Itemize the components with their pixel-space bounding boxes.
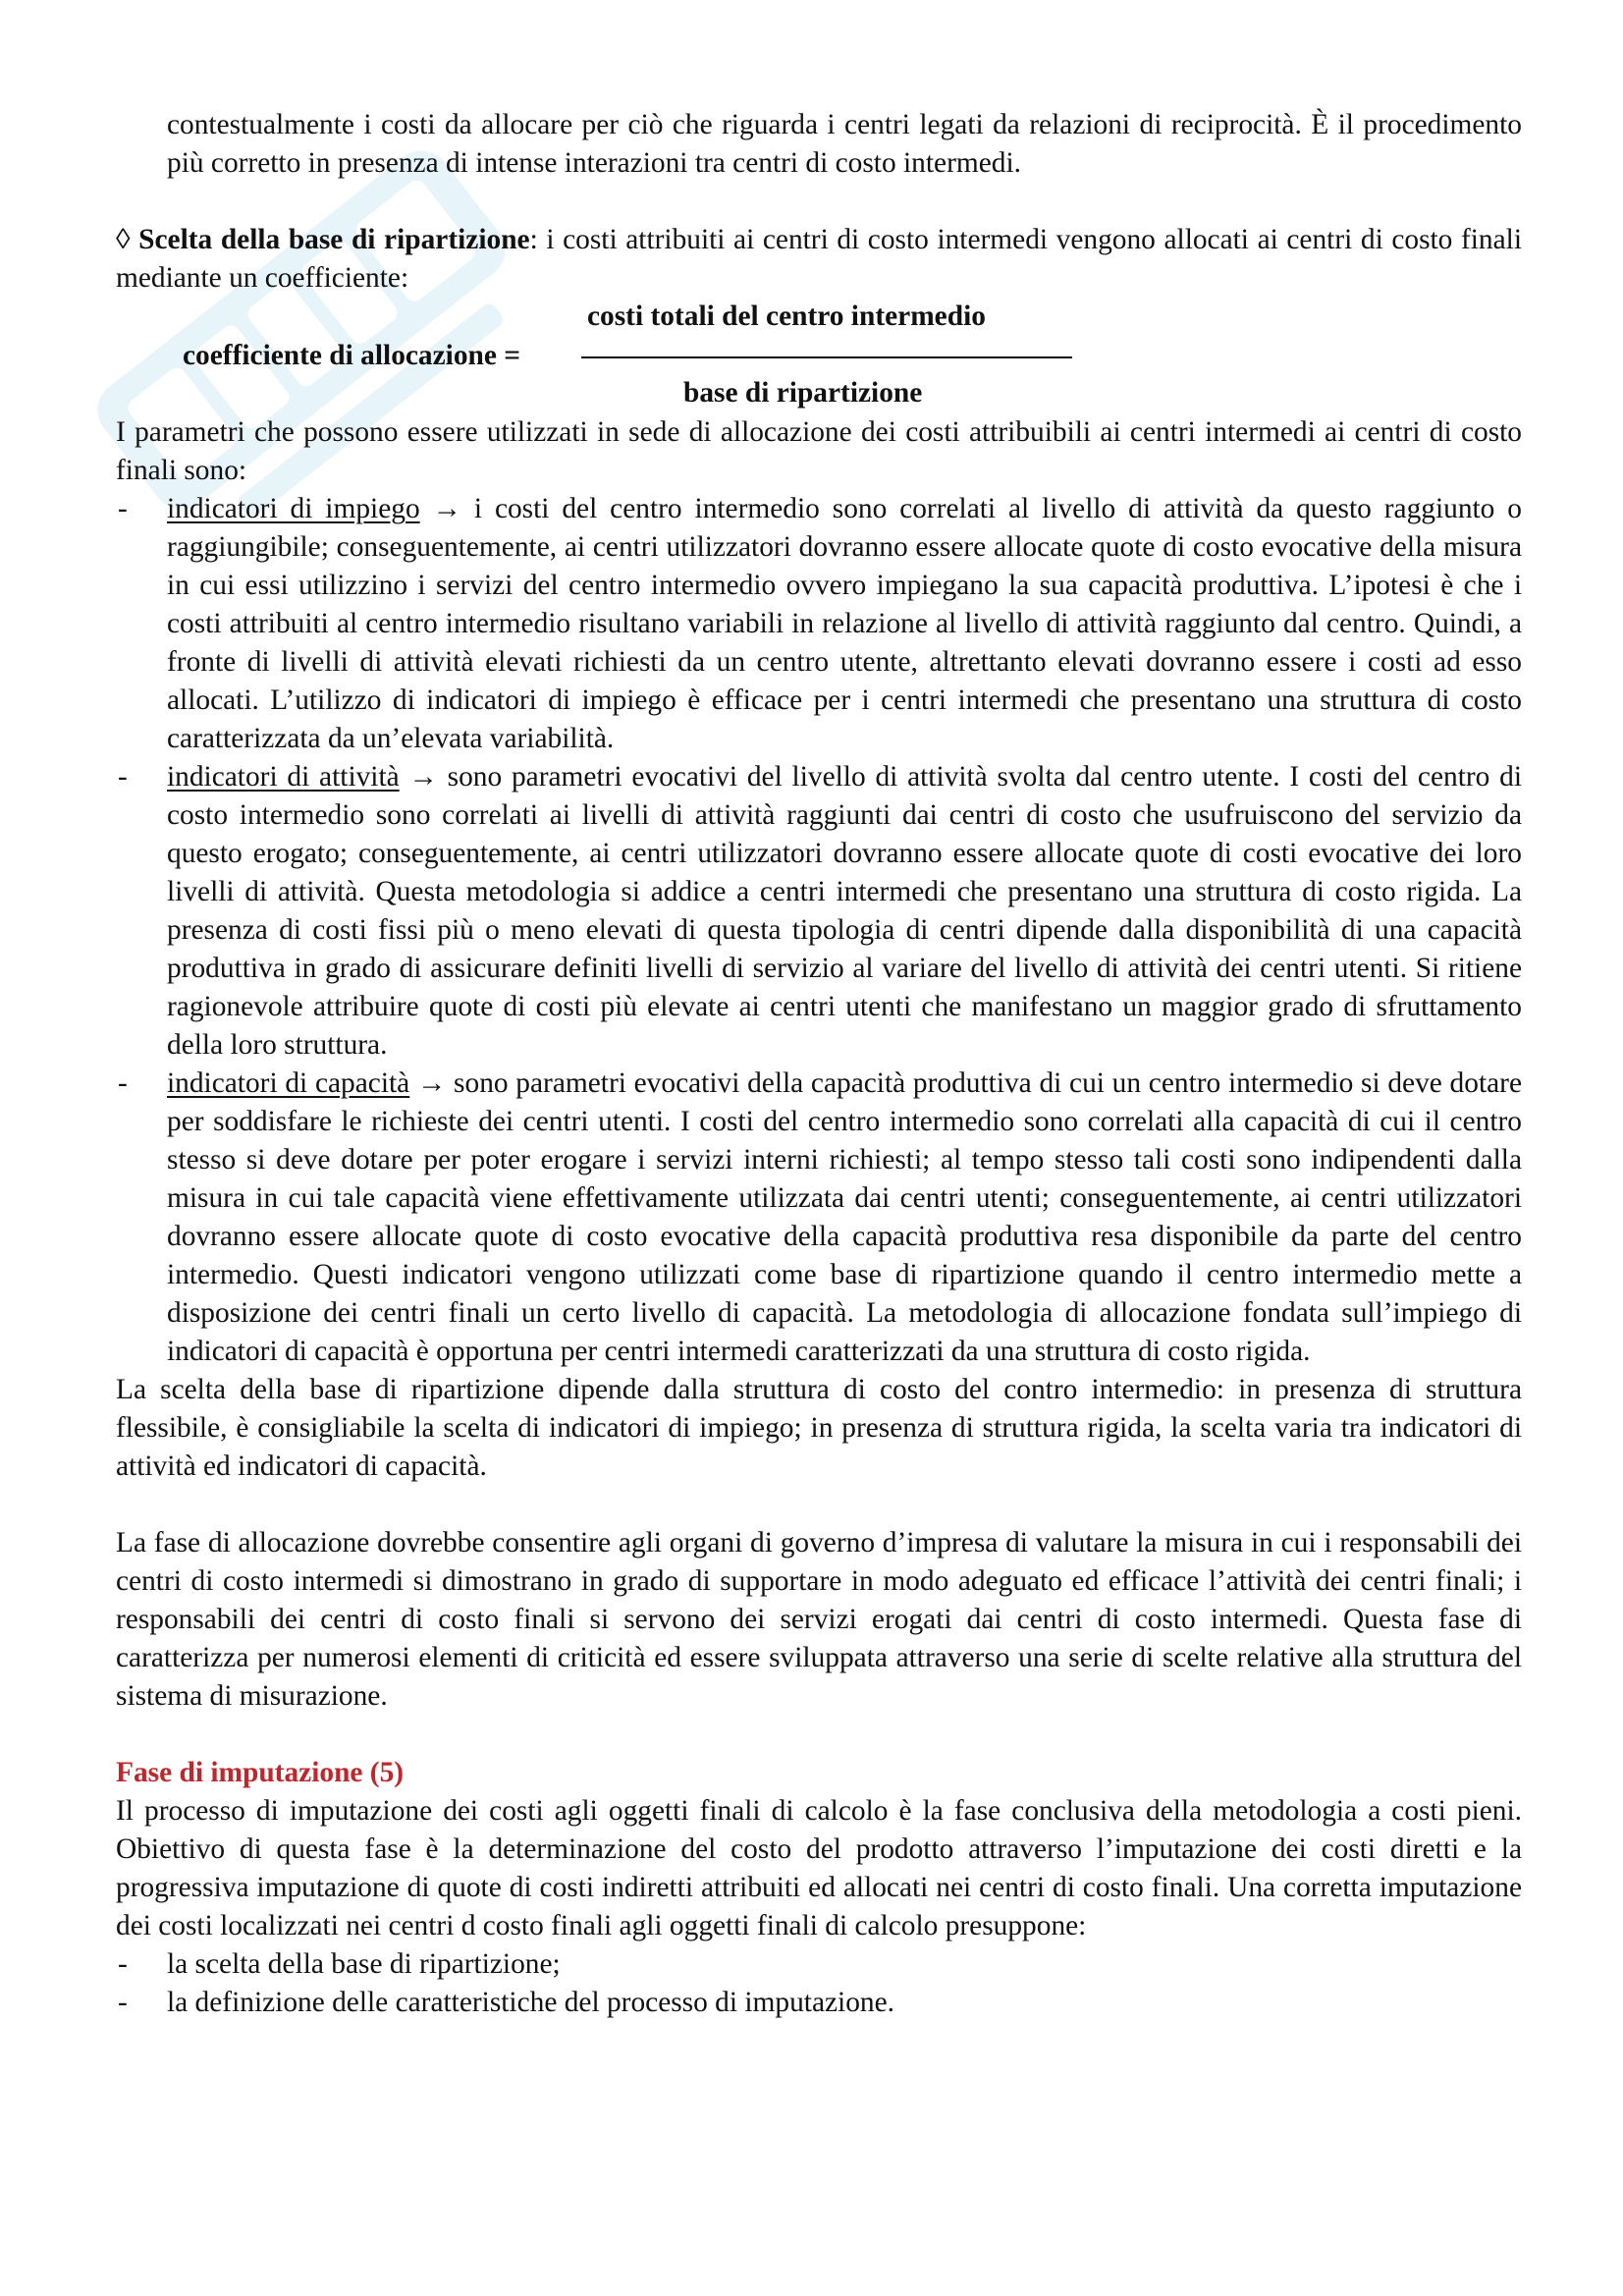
formula-label: coefficiente di allocazione = xyxy=(183,340,521,371)
indicator-text: sono parametri evocativi del livello di attività svolta dal centro utente. I costi del centro di costo intermedio sono correlati ai livelli di attività raggiunti dai centri di costo che usufruiscono del servizio da questo erogato; conseguentemente, ai centri utilizzatori dovranno essere allocate quote di costi evocative dei loro livelli di attività. Questa metodologia si addice a centri intermedi che presentano una struttura di costo rigida. La presenza di costi fissi più o meno elevati di questa tipologia di centri dipende dalla disponibilità di una capacità produttiva in grado di assicurare definiti livelli di servizio al variare del livello di attività dei centri utenti. Si ritiene ragionevole attribuire quote di costi più elevate ai centri utenti che manifestano un maggior grado di sfruttamento della loro struttura. xyxy=(167,761,1522,1061)
indicators-list xyxy=(116,490,1522,1371)
list-dash: - xyxy=(118,761,128,793)
base-choice-title: Scelta della base di ripartizione xyxy=(138,224,530,255)
document-page xyxy=(116,106,1522,2022)
list-dash: - xyxy=(118,493,128,524)
imputation-paragraph: Il processo di imputazione dei costi agli oggetti finali di calcolo è la fase conclusiva della metodologia a costi pieni. Obiettivo di questa fase è la determinazione del costo del prodotto attraverso l’imputazione dei costi diretti e la progressiva imputazione di quote di costi indiretti attribuiti ed allocati nei centri di costo finali. Una corretta imputazione dei costi localizzati nei centri d costo finali agli oggetti finali di calcolo presuppone: xyxy=(116,1795,1522,1941)
indicator-text: i costi del centro intermedio sono correlati al livello di attività da questo raggiunto o raggiungibile; conseguentemente, ai centri utilizzatori dovranno essere allocate quote di costo evocative della misura in cui essi utilizzino i servizi del centro intermedio ovvero impiegano la sua capacità produttiva. L’ipotesi è che i costi attribuiti al centro intermedio risultano variabili in relazione al livello di attività raggiunto dal centro. Quindi, a fronte di livelli di attività elevati richiesti da un centro utente, altrettanto elevati dovranno essere i costi ad esso allocati. L’utilizzo di indicatori di impiego è efficace per i centri intermedi che presentano una struttura di costo caratterizzata da un’elevata variabilità. xyxy=(167,493,1522,754)
list-dash: - xyxy=(118,1948,128,1980)
indicator-term: indicatori di attività xyxy=(167,761,400,793)
base-choice-paragraph xyxy=(116,221,1522,298)
list-item-indicatori-capacita xyxy=(116,1065,1522,1371)
allocation-coefficient-formula xyxy=(116,298,1522,413)
allocation-paragraph: La fase di allocazione dovrebbe consentire agli organi di governo d’impresa di valutare la misura in cui i responsabili dei centri di costo intermedi si dimostrano in grado di supportare in modo adeguato ed efficace l’attività dei centri finali; i responsabili dei centri di costo finali si servono dei servizi erogati dai centri di costo intermedi. Questa fase di caratterizza per numerosi elementi di criticità ed essere sviluppata attraverso una serie di scelte relative alla struttura del sistema di misurazione. xyxy=(116,1527,1522,1712)
list-item-text: la scelta della base di ripartizione; xyxy=(167,1948,561,1980)
list-item-text: la definizione delle caratteristiche del processo di imputazione. xyxy=(167,1987,894,2018)
fraction-bar xyxy=(581,356,1072,358)
base-choice-text: : i costi attribuiti ai centri di costo intermedi vengono allocati ai centri di costo finali mediante un coefficiente: xyxy=(116,224,1522,294)
indicator-term: indicatori di capacità xyxy=(167,1067,410,1099)
formula-numerator: costi totali del centro intermedio xyxy=(587,301,986,332)
list-item-indicatori-attivita xyxy=(116,758,1522,1065)
arrow-icon: → xyxy=(432,493,461,524)
imputation-list xyxy=(116,1945,1522,2022)
list-dash: - xyxy=(118,1067,128,1099)
arrow-icon: → xyxy=(408,761,438,793)
indicator-term: indicatori di impiego xyxy=(167,493,420,524)
intro-paragraph: contestualmente i costi da allocare per ciò che riguarda i centri legati da relazioni di reciprocità. È il procedimento più corretto in presenza di intense interazioni tra centri di costo intermedi. xyxy=(167,109,1522,179)
imputation-heading: Fase di imputazione (5) xyxy=(116,1757,405,1788)
indicator-text: sono parametri evocativi della capacità produttiva di cui un centro intermedio si deve dotare per soddisfare le richieste dei centri utenti. I costi del centro intermedio sono correlati alla capacità di cui il centro stesso si deve dotare per poter erogare i servizi interni richiesti; al tempo stesso tali costi sono indipendenti dalla misura in cui tale capacità viene effettivamente utilizzata dai centri utenti; conseguentemente, ai centri utilizzatori dovranno essere allocate quote di costo evocative della capacità produttiva resa disponibile da parte del centro intermedio. Questi indicatori vengono utilizzati come base di ripartizione quando il centro intermedio mette a disposizione dei centri finali un certo livello di capacità. La metodologia di allocazione fondata sull’impiego di indicatori di capacità è opportuna per centri intermedi caratterizzati da una struttura di costo rigida. xyxy=(167,1067,1522,1367)
arrow-icon: → xyxy=(416,1067,447,1099)
list-item xyxy=(116,1945,1522,1984)
list-dash: - xyxy=(118,1987,128,2018)
list-item xyxy=(116,1984,1522,2022)
list-item-indicatori-impiego xyxy=(116,490,1522,758)
formula-denominator: base di ripartizione xyxy=(683,377,923,409)
diamond-bullet: ◊ xyxy=(116,224,131,255)
params-intro-paragraph: I parametri che possono essere utilizzati in sede di allocazione dei costi attribuibili ai centri intermedi ai centri di costo finali sono: xyxy=(116,416,1522,486)
choice-paragraph: La scelta della base di ripartizione dipende dalla struttura di costo del contro intermedio: in presenza di struttura flessibile, è consigliabile la scelta di indicatori di impiego; in presenza di struttura rigida, la scelta varia tra indicatori di attività ed indicatori di capacità. xyxy=(116,1374,1522,1482)
